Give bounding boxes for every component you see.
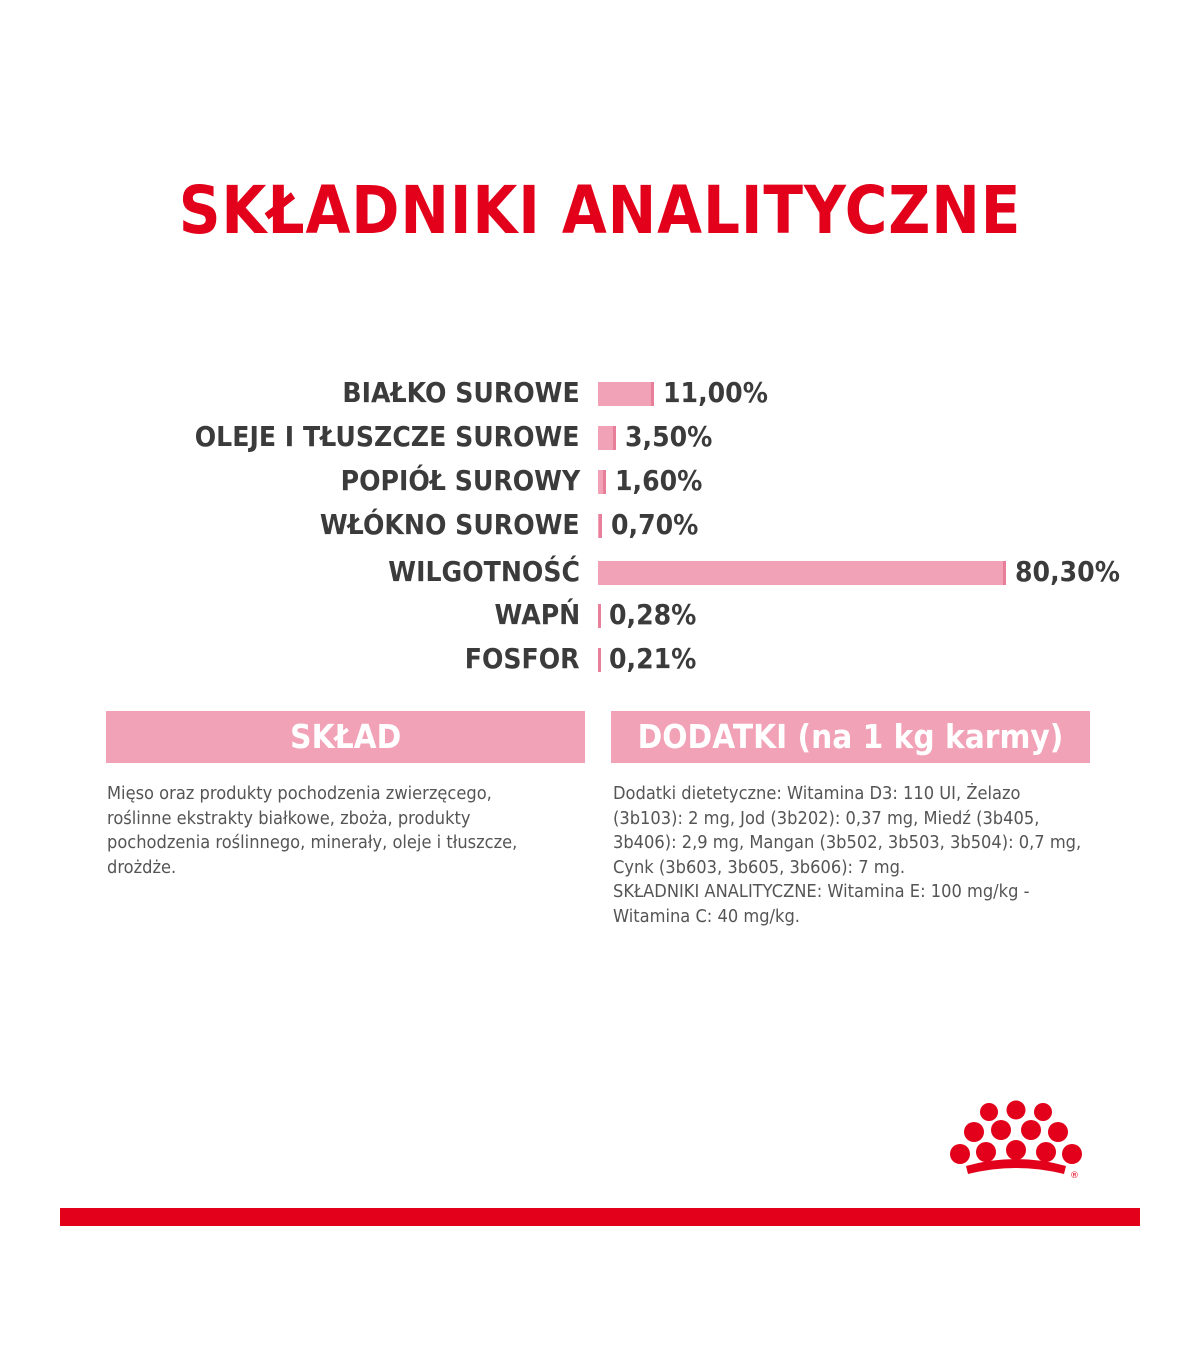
bar <box>598 426 616 450</box>
bar <box>598 604 601 628</box>
additives-header <box>611 711 1090 763</box>
category-label: WILGOTNOŚĆ <box>388 555 580 588</box>
bar <box>598 514 602 538</box>
additives-text <box>613 782 1087 929</box>
bar-value-label: 80,30% <box>1015 555 1120 588</box>
crown-icon <box>950 1101 1082 1175</box>
bar-value-label: 1,60% <box>615 464 703 497</box>
bar-value-label: 3,50% <box>624 420 713 453</box>
registered-mark: ® <box>1070 1171 1079 1181</box>
category-label: FOSFOR <box>465 642 580 675</box>
bar-value-label: 0,21% <box>609 642 697 675</box>
royal-canin-crown-logo <box>946 1100 1086 1184</box>
category-label: WŁÓKNO SUROWE <box>320 508 580 541</box>
analytical-constituents-chart <box>0 360 1200 690</box>
category-label: POPIÓŁ SUROWY <box>340 464 580 497</box>
bar-value-label: 11,00% <box>662 376 768 409</box>
additives-paragraph-dietary: Dodatki dietetyczne: Witamina D3: 110 UI, Żelazo (3b103): 2 mg, Jod (3b202): 0,37 mg, Miedź (3b405, 3b406): 2,9 mg, Mangan (3b502, 3b503, 3b504): 0,7 mg, Cynk (3b603, 3b605, 3b606): 7 mg. <box>613 784 1082 878</box>
category-label: WAPŃ <box>494 598 580 631</box>
category-label: BIAŁKO SUROWE <box>342 376 580 409</box>
bar <box>598 470 606 494</box>
footer-red-bar <box>60 1208 1140 1226</box>
composition-header <box>106 711 585 763</box>
composition-text <box>107 782 552 880</box>
bar <box>598 648 601 672</box>
composition-paragraph: Mięso oraz produkty pochodzenia zwierzęcego, roślinne ekstrakty białkowe, zboża, produkty pochodzenia roślinnego, minerały, oleje i tłuszcze, drożdże. <box>107 784 518 878</box>
bar-value-label: 0,28% <box>609 598 697 631</box>
additives-paragraph-analytical: SKŁADNIKI ANALITYCZNE: Witamina E: 100 mg/kg - Witamina C: 40 mg/kg. <box>613 882 1030 927</box>
category-label: OLEJE I TŁUSZCZE SUROWE <box>195 420 580 453</box>
page-title: SKŁADNIKI ANALITYCZNE <box>178 172 1022 249</box>
bar <box>598 382 654 406</box>
additives-header-label: DODATKI (na 1 kg karmy) <box>637 717 1064 756</box>
composition-header-label: SKŁAD <box>289 717 402 756</box>
bar <box>598 561 1006 585</box>
bar-value-label: 0,70% <box>610 508 698 541</box>
